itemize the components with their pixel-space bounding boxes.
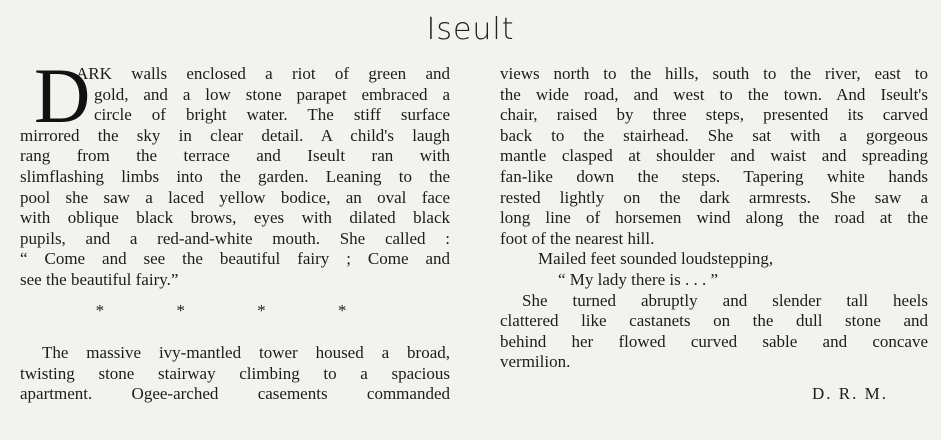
text-line: chair, raised by three steps, presented its carved: [500, 105, 928, 125]
text-line: rested lightly on the dark armrests. She saw a: [500, 187, 928, 207]
text-line: fan-like down the steps. Tapering white hands: [500, 166, 928, 186]
text-line: with oblique black brows, eyes with dilated black: [20, 208, 450, 228]
text-line: views north to the hills, south to the river, east to: [500, 64, 928, 83]
text-line: gold, and a low stone parapet embraced a: [94, 84, 450, 104]
text-line: pool she saw a laced yellow bodice, an oval face: [20, 187, 450, 207]
text-line: ARK walls enclosed a riot of green and: [76, 64, 450, 83]
text-line: pupils, and a red-and-white mouth. She called :: [20, 228, 450, 248]
text-line: clattered like castanets on the dull stone and: [500, 311, 928, 331]
text-line: mirrored the sky in clear detail. A child's laugh: [20, 125, 450, 145]
author-signature: D. R. M.: [812, 383, 888, 403]
text-line: circle of bright water. The stiff surface: [94, 105, 450, 125]
text-line: the wide road, and west to the town. And Iseult's: [500, 84, 928, 104]
text-line: slimflashing limbs into the garden. Leaning to the: [20, 166, 450, 186]
text-line: behind her flowed curved sable and concave: [500, 331, 928, 351]
verse-line: “ My lady there is . . . ”: [558, 269, 719, 289]
text-line: long line of horsemen wind along the road at the: [500, 208, 928, 228]
text-line: mantle clasped at shoulder and waist and spreading: [500, 146, 928, 166]
text-line: apartment. Ogee-arched casements commanded: [20, 384, 450, 404]
text-line: “ Come and see the beautiful fairy ; Come and: [20, 249, 450, 269]
text-line: foot of the nearest hill.: [500, 228, 655, 248]
text-line: back to the stairhead. She sat with a gorgeous: [500, 125, 928, 145]
first-paragraph: [20, 52, 450, 291]
text-line: twisting stone stairway climbing to a spacious: [20, 363, 450, 383]
text-line: vermilion.: [500, 352, 571, 372]
section-separator: * * * *: [95, 300, 381, 320]
drop-cap: D: [34, 52, 91, 139]
text-line: The massive ivy-mantled tower housed a broad,: [42, 343, 450, 363]
verse-line: Mailed feet sounded loudstepping,: [538, 249, 774, 269]
right-column: [500, 64, 928, 405]
text-line: She turned abruptly and slender tall heels: [522, 290, 928, 310]
text-line: see the beautiful fairy.”: [20, 269, 179, 289]
page-title: Iseult: [426, 12, 515, 47]
text-line: rang from the terrace and Iseult ran with: [20, 146, 450, 166]
second-paragraph: [20, 343, 450, 405]
left-column: [20, 52, 450, 405]
